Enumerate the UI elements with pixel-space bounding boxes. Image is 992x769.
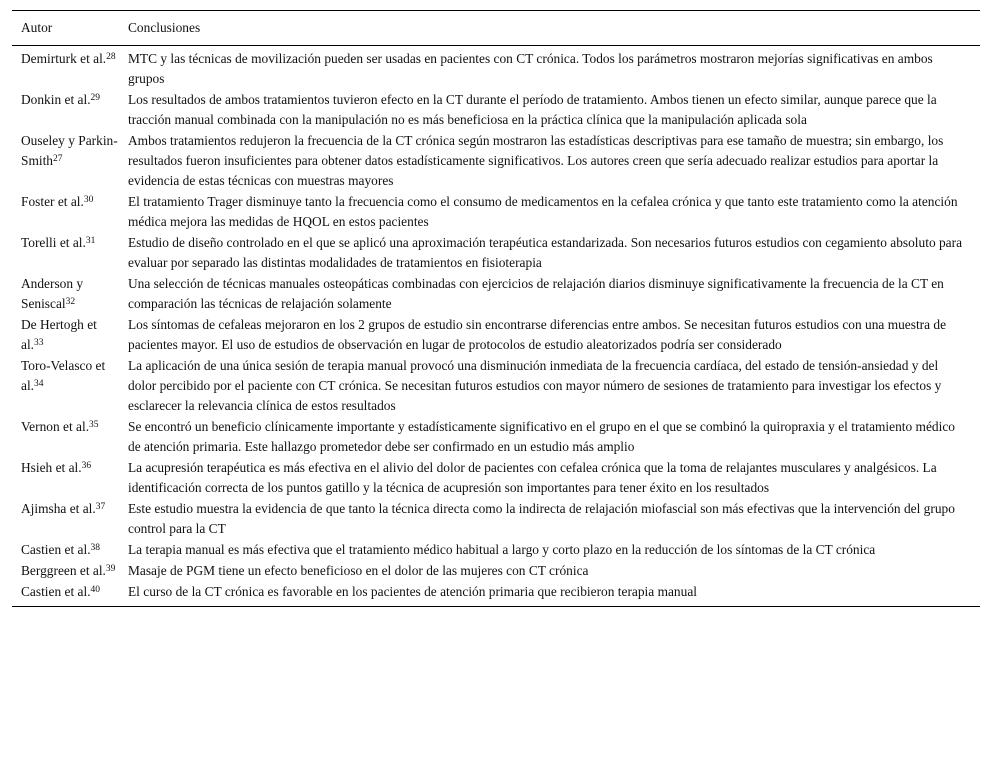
conclusion-cell: El curso de la CT crónica es favorable en los pacientes de atención primaria que recibieron terapia manual [128,584,697,599]
reference-number: 38 [90,543,101,553]
author-name: De Hertogh et al. [21,317,97,352]
table-row [12,499,980,540]
author-cell [12,90,119,131]
header-conclusiones: Conclusiones [128,20,201,35]
header-autor: Autor [21,20,53,35]
reference-number: 35 [89,420,99,430]
author-cell [12,192,119,233]
author-name: Hsieh et al. [21,460,82,475]
table-row [12,233,980,274]
author-name: Foster et al. [21,194,84,209]
table-row [12,540,980,561]
reference-number: 31 [85,236,96,246]
reference-number: 32 [65,297,76,307]
author-cell [12,582,119,607]
conclusion-cell: Una selección de técnicas manuales osteopáticas combinadas con ejercicios de relajación diarios disminuye significativamente la frecuencia de la CT en comparación las técnicas de relajación solamente [128,276,944,311]
author-name: Ajimsha et al. [21,501,96,516]
table-row [12,561,980,582]
conclusion-cell: MTC y las técnicas de movilización pueden ser usadas en pacientes con CT crónica. Todos los parámetros mostraron mejorías significativas en ambos grupos [128,51,933,86]
author-name: Castien et al. [21,542,91,557]
author-name: Donkin et al. [21,92,91,107]
table-row [12,417,980,458]
author-name: Anderson y Seniscal [21,276,84,311]
author-name: Ouseley y Parkin-Smith [21,133,118,168]
author-name: Vernon et al. [21,419,90,434]
conclusion-cell: Ambos tratamientos redujeron la frecuencia de la CT crónica según mostraron las estadísticas descriptivas para ese tamaño de muestra; sin embargo, los resultados fueron insuficientes para obtener datos estadísticamente significativos. Los autores creen que sería adecuado realizar estudios para aportar la evidencia de estas técnicas con muestras mayores [128,133,944,188]
reference-number: 27 [53,154,63,164]
reference-number: 30 [83,195,94,205]
author-cell [12,417,119,458]
reference-number: 28 [106,52,116,62]
table-row [12,582,980,607]
table-body [12,46,980,607]
author-name: Berggreen et al. [21,563,106,578]
author-cell [12,356,119,417]
reference-number: 40 [90,585,101,595]
header-row [12,11,980,46]
table-header [12,11,980,46]
author-cell [12,131,119,192]
author-name: Torelli et al. [21,235,86,250]
table-row [12,131,980,192]
author-cell [12,315,119,356]
table-row [12,46,980,91]
author-cell [12,499,119,540]
conclusion-cell: Masaje de PGM tiene un efecto beneficioso en el dolor de las mujeres con CT crónica [128,563,589,578]
reference-number: 29 [90,93,101,103]
author-cell [12,274,119,315]
conclusion-cell: Los resultados de ambos tratamientos tuvieron efecto en la CT durante el período de tratamiento. Ambos tienen un efecto similar, aunque parece que la tracción manual combinada con la manipulación no es más beneficiosa en la práctica clínica que la manipulación aplicada sola [128,92,937,127]
author-cell [12,561,119,582]
conclusion-cell: La aplicación de una única sesión de terapia manual provocó una disminución inmediata de la frecuencia cardíaca, del estado de tensión-ansiedad y del dolor percibido por el paciente con CT crónica. Se necesitan futuros estudios con mayor número de sesiones de tratamiento para investigar los efectos y esclarecer la relevancia clínica de estos resultados [128,358,942,413]
author-cell [12,233,119,274]
author-cell [12,540,119,561]
conclusion-cell: Los síntomas de cefaleas mejoraron en los 2 grupos de estudio sin encontrarse diferencias entre ambos. Se necesitan futuros estudios con una muestra de pacientes mayor. El uso de estudios de observación en lugar de protocolos de estudio aleatorizados podría ser considerado [128,317,947,352]
reference-number: 36 [81,461,92,471]
conclusion-cell: Estudio de diseño controlado en el que se aplicó una aproximación terapéutica estandarizada. Son necesarios futuros estudios con cegamiento absoluto para evaluar por separado las distintas modalidades de tratamientos en fisioterapia [128,235,963,270]
author-name: Castien et al. [21,584,91,599]
table-container [12,10,980,607]
table-row [12,274,980,315]
author-name: Toro-Velasco et al. [21,358,106,393]
reference-number: 39 [105,564,116,574]
conclusion-cell: El tratamiento Trager disminuye tanto la frecuencia como el consumo de medicamentos en la cefalea crónica y que tanto este tratamiento como la atención médica mejora las medidas de HQOL en estos pacientes [128,194,958,229]
author-name: Demirturk et al. [21,51,107,66]
author-cell [12,458,119,499]
conclusion-cell: La terapia manual es más efectiva que el tratamiento médico habitual a largo y corto plazo en la reducción de los síntomas de la CT crónica [128,542,876,557]
conclusions-table [12,10,980,607]
reference-number: 34 [34,379,44,389]
conclusion-cell: Se encontró un beneficio clínicamente importante y estadísticamente significativo en el grupo en el que se combinó la quiropraxia y el tratamiento médico de atención primaria. Este hallazgo prometedor debe ser confirmado en un estudio más amplio [128,419,955,454]
table-row [12,458,980,499]
reference-number: 37 [95,502,106,512]
table-row [12,356,980,417]
reference-number: 33 [34,338,44,348]
conclusion-cell: La acupresión terapéutica es más efectiva en el alivio del dolor de pacientes con cefalea crónica que la toma de relajantes musculares y analgésicos. La identificación correcta de los puntos gatillo y la técnica de acupresión son importantes para tener éxito en los resultados [128,460,937,495]
author-cell [12,46,119,91]
table-row [12,90,980,131]
conclusion-cell: Este estudio muestra la evidencia de que tanto la técnica directa como la indirecta de relajación miofascial son más efectivas que la intervención del grupo control para la CT [128,501,955,536]
table-row [12,192,980,233]
table-row [12,315,980,356]
